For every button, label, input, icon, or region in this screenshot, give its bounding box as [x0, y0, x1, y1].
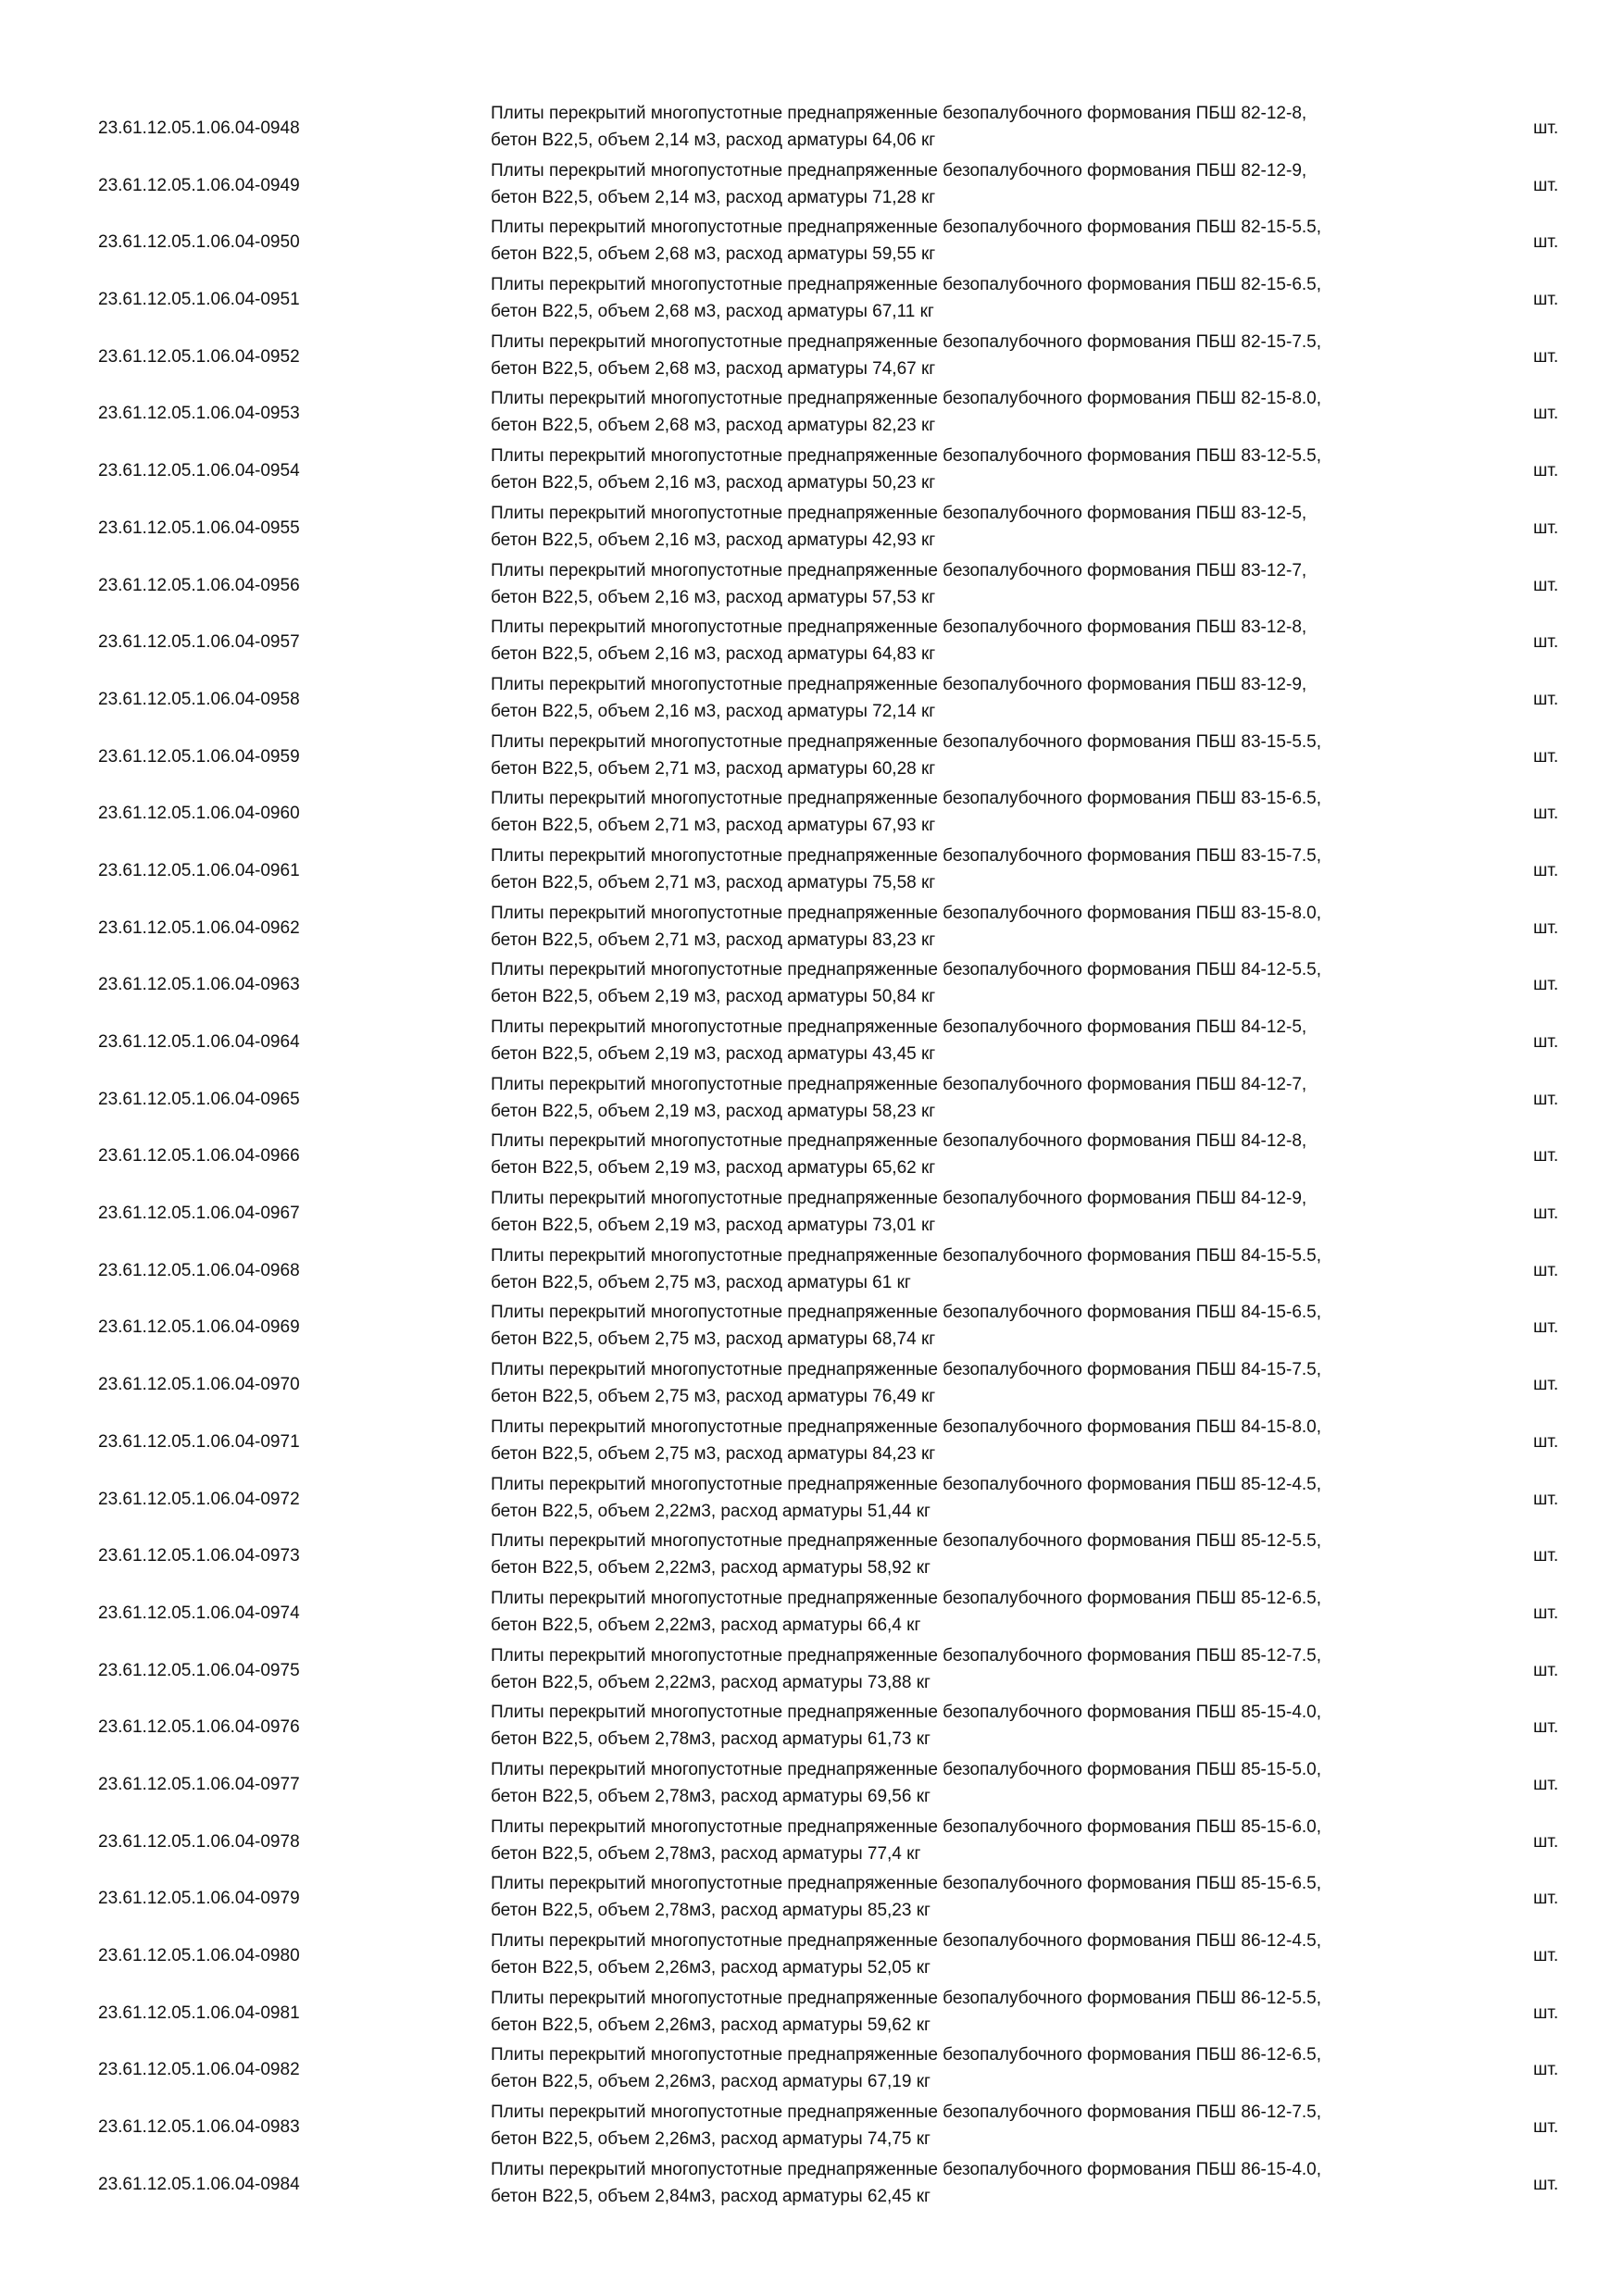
resource-description — [491, 2099, 1555, 2152]
resource-description — [491, 1756, 1555, 1810]
description-line-1: Плиты перекрытий многопустотные преднапряженные безопалубочного формования ПБШ 82-15-6.5, — [491, 275, 1322, 295]
description-line-1: Плиты перекрытий многопустотные преднапряженные безопалубочного формования ПБШ 84-12-5.5, — [491, 960, 1322, 980]
description-line-2: бетон В22,5, объем 2,71 м3, расход арматуры 60,28 кг — [491, 758, 936, 779]
description-line-1: Плиты перекрытий многопустотные преднапряженные безопалубочного формования ПБШ 84-15-8.0, — [491, 1416, 1322, 1437]
resource-description — [491, 1414, 1555, 1467]
resource-code: 23.61.12.05.1.06.04-0976 — [98, 1717, 300, 1738]
description-line-2: бетон В22,5, объем 2,16 м3, расход арматуры 64,83 кг — [491, 644, 936, 665]
description-line-1: Плиты перекрытий многопустотные преднапряженные безопалубочного формования ПБШ 83-15-6.5, — [491, 789, 1322, 809]
resource-code: 23.61.12.05.1.06.04-0964 — [98, 1032, 300, 1052]
description-line-2: бетон В22,5, объем 2,68 м3, расход арматуры 82,23 кг — [491, 416, 936, 436]
unit-of-measure: шт. — [1533, 346, 1559, 367]
unit-of-measure: шт. — [1533, 1546, 1559, 1566]
table-row — [98, 443, 1580, 500]
resource-description — [491, 1642, 1555, 1696]
description-line-2: бетон В22,5, объем 2,71 м3, расход арматуры 75,58 кг — [491, 872, 936, 892]
unit-of-measure: шт. — [1533, 404, 1559, 424]
description-line-1: Плиты перекрытий многопустотные преднапряженные безопалубочного формования ПБШ 83-15-5.5, — [491, 731, 1322, 752]
description-line-1: Плиты перекрытий многопустотные преднапряженные безопалубочного формования ПБШ 85-12-7.5, — [491, 1645, 1322, 1666]
description-line-2: бетон В22,5, объем 2,84м3, расход арматуры 62,45 кг — [491, 2186, 931, 2206]
resource-description — [491, 1870, 1555, 1924]
description-line-2: бетон В22,5, объем 2,75 м3, расход арматуры 68,74 кг — [491, 1329, 936, 1350]
unit-of-measure: шт. — [1533, 461, 1559, 481]
resource-description — [491, 557, 1555, 611]
description-line-2: бетон В22,5, объем 2,16 м3, расход арматуры 57,53 кг — [491, 587, 936, 607]
resource-description — [491, 1528, 1555, 1581]
resource-code: 23.61.12.05.1.06.04-0962 — [98, 917, 300, 938]
description-line-2: бетон В22,5, объем 2,19 м3, расход арматуры 65,62 кг — [491, 1158, 936, 1179]
table-row — [98, 1870, 1580, 1928]
resource-description — [491, 1585, 1555, 1639]
description-line-2: бетон В22,5, объем 2,26м3, расход арматуры 67,19 кг — [491, 2072, 931, 2092]
unit-of-measure: шт. — [1533, 1489, 1559, 1509]
table-row — [98, 1414, 1580, 1471]
resource-code: 23.61.12.05.1.06.04-0950 — [98, 232, 300, 253]
description-line-2: бетон В22,5, объем 2,78м3, расход арматуры 69,56 кг — [491, 1786, 931, 1806]
description-line-2: бетон В22,5, объем 2,78м3, расход арматуры 61,73 кг — [491, 1729, 931, 1750]
resource-code: 23.61.12.05.1.06.04-0983 — [98, 2117, 300, 2138]
resource-description — [491, 1471, 1555, 1525]
resource-code: 23.61.12.05.1.06.04-0961 — [98, 860, 300, 880]
table-row — [98, 671, 1580, 729]
resource-code: 23.61.12.05.1.06.04-0957 — [98, 632, 300, 653]
description-line-2: бетон В22,5, объем 2,68 м3, расход арматуры 59,55 кг — [491, 244, 936, 265]
description-line-1: Плиты перекрытий многопустотные преднапряженные безопалубочного формования ПБШ 86-12-7.5, — [491, 2103, 1322, 2123]
table-row — [98, 1242, 1580, 1300]
description-line-1: Плиты перекрытий многопустотные преднапряженные безопалубочного формования ПБШ 84-15-5.5, — [491, 1245, 1322, 1266]
description-line-1: Плиты перекрытий многопустотные преднапряженные безопалубочного формования ПБШ 86-12-6.5, — [491, 2045, 1322, 2065]
resource-code: 23.61.12.05.1.06.04-0955 — [98, 518, 300, 538]
unit-of-measure: шт. — [1533, 119, 1559, 138]
unit-of-measure: шт. — [1533, 1431, 1559, 1452]
description-line-2: бетон В22,5, объем 2,22м3, расход арматуры 73,88 кг — [491, 1672, 931, 1692]
description-line-2: бетон В22,5, объем 2,16 м3, расход арматуры 50,23 кг — [491, 473, 936, 493]
table-row — [98, 214, 1580, 271]
table-row — [98, 1014, 1580, 1071]
resource-description — [491, 785, 1555, 839]
resource-code: 23.61.12.05.1.06.04-0948 — [98, 119, 300, 138]
table-row — [98, 1128, 1580, 1185]
resource-description — [491, 729, 1555, 782]
table-row — [98, 1071, 1580, 1129]
table-row — [98, 1185, 1580, 1242]
resource-code: 23.61.12.05.1.06.04-0958 — [98, 689, 300, 709]
description-line-2: бетон В22,5, объем 2,75 м3, расход арматуры 61 кг — [491, 1272, 911, 1292]
unit-of-measure: шт. — [1533, 1946, 1559, 1965]
table-row — [98, 1299, 1580, 1356]
description-line-1: Плиты перекрытий многопустотные преднапряженные безопалубочного формования ПБШ 82-12-9, — [491, 160, 1307, 181]
resource-code: 23.61.12.05.1.06.04-0977 — [98, 1774, 300, 1794]
description-line-2: бетон В22,5, объем 2,19 м3, расход арматуры 50,84 кг — [491, 987, 936, 1007]
unit-of-measure: шт. — [1533, 2003, 1559, 2023]
description-line-1: Плиты перекрытий многопустотные преднапряженные безопалубочного формования ПБШ 84-12-8, — [491, 1131, 1307, 1152]
resource-code: 23.61.12.05.1.06.04-0973 — [98, 1546, 300, 1566]
resource-description — [491, 157, 1555, 211]
resource-description — [491, 2041, 1555, 2095]
unit-of-measure: шт. — [1533, 175, 1559, 195]
description-line-2: бетон В22,5, объем 2,71 м3, расход арматуры 67,93 кг — [491, 816, 936, 836]
unit-of-measure: шт. — [1533, 975, 1559, 995]
unit-of-measure: шт. — [1533, 2117, 1559, 2138]
unit-of-measure: шт. — [1533, 232, 1559, 253]
table-row — [98, 956, 1580, 1014]
resource-code: 23.61.12.05.1.06.04-0979 — [98, 1889, 300, 1909]
resource-code: 23.61.12.05.1.06.04-0953 — [98, 404, 300, 424]
resource-description — [491, 100, 1555, 154]
description-line-1: Плиты перекрытий многопустотные преднапряженные безопалубочного формования ПБШ 83-12-5.5, — [491, 446, 1322, 467]
unit-of-measure: шт. — [1533, 1089, 1559, 1109]
unit-of-measure: шт. — [1533, 1603, 1559, 1623]
unit-of-measure: шт. — [1533, 290, 1559, 310]
description-line-1: Плиты перекрытий многопустотные преднапряженные безопалубочного формования ПБШ 83-12-5, — [491, 503, 1307, 523]
unit-of-measure: шт. — [1533, 1317, 1559, 1338]
resource-code: 23.61.12.05.1.06.04-0969 — [98, 1317, 300, 1338]
price-table — [98, 100, 1580, 2213]
unit-of-measure: шт. — [1533, 1717, 1559, 1738]
table-row — [98, 1471, 1580, 1529]
table-row — [98, 1528, 1580, 1585]
description-line-1: Плиты перекрытий многопустотные преднапряженные безопалубочного формования ПБШ 83-15-8.0, — [491, 903, 1322, 923]
description-line-2: бетон В22,5, объем 2,16 м3, расход арматуры 42,93 кг — [491, 530, 936, 550]
table-row — [98, 2041, 1580, 2099]
description-line-1: Плиты перекрытий многопустотные преднапряженные безопалубочного формования ПБШ 84-12-7, — [491, 1074, 1307, 1094]
description-line-1: Плиты перекрытий многопустотные преднапряженные безопалубочного формования ПБШ 84-12-9, — [491, 1189, 1307, 1209]
description-line-2: бетон В22,5, объем 2,68 м3, расход арматуры 74,67 кг — [491, 358, 936, 379]
resource-code: 23.61.12.05.1.06.04-0984 — [98, 2174, 300, 2194]
unit-of-measure: шт. — [1533, 632, 1559, 653]
table-row — [98, 100, 1580, 157]
description-line-1: Плиты перекрытий многопустотные преднапряженные безопалубочного формования ПБШ 85-15-6.0, — [491, 1816, 1322, 1837]
table-row — [98, 900, 1580, 957]
description-line-2: бетон В22,5, объем 2,14 м3, расход арматуры 64,06 кг — [491, 131, 936, 150]
resource-description — [491, 329, 1555, 382]
description-line-2: бетон В22,5, объем 2,16 м3, расход арматуры 72,14 кг — [491, 701, 936, 721]
description-line-1: Плиты перекрытий многопустотные преднапряженные безопалубочного формования ПБШ 82-15-8.0, — [491, 389, 1322, 409]
description-line-2: бетон В22,5, объем 2,75 м3, расход арматуры 76,49 кг — [491, 1387, 936, 1407]
description-line-2: бетон В22,5, объем 2,71 м3, расход арматуры 83,23 кг — [491, 930, 936, 950]
description-line-1: Плиты перекрытий многопустотные преднапряженные безопалубочного формования ПБШ 83-15-7.5, — [491, 845, 1322, 866]
unit-of-measure: шт. — [1533, 860, 1559, 880]
resource-description — [491, 1242, 1555, 1296]
resource-description — [491, 443, 1555, 496]
description-line-2: бетон В22,5, объем 2,26м3, расход арматуры 59,62 кг — [491, 2015, 931, 2035]
description-line-1: Плиты перекрытий многопустотные преднапряженные безопалубочного формования ПБШ 85-12-5.5, — [491, 1531, 1322, 1552]
table-row — [98, 271, 1580, 329]
description-line-1: Плиты перекрытий многопустотные преднапряженные безопалубочного формования ПБШ 84-12-5, — [491, 1017, 1307, 1037]
resource-code: 23.61.12.05.1.06.04-0975 — [98, 1660, 300, 1680]
resource-description — [491, 1814, 1555, 1867]
description-line-2: бетон В22,5, объем 2,26м3, расход арматуры 74,75 кг — [491, 2129, 931, 2150]
description-line-2: бетон В22,5, объем 2,22м3, расход арматуры 51,44 кг — [491, 1501, 931, 1521]
unit-of-measure: шт. — [1533, 1375, 1559, 1395]
resource-description — [491, 1356, 1555, 1410]
resource-code: 23.61.12.05.1.06.04-0981 — [98, 2003, 300, 2023]
unit-of-measure: шт. — [1533, 575, 1559, 595]
resource-code: 23.61.12.05.1.06.04-0966 — [98, 1146, 300, 1167]
unit-of-measure: шт. — [1533, 1660, 1559, 1680]
resource-description — [491, 671, 1555, 725]
resource-description — [491, 500, 1555, 554]
resource-description — [491, 956, 1555, 1010]
description-line-1: Плиты перекрытий многопустотные преднапряженные безопалубочного формования ПБШ 86-15-4.0, — [491, 2159, 1322, 2179]
table-row — [98, 1985, 1580, 2042]
resource-description — [491, 1928, 1555, 1981]
description-line-1: Плиты перекрытий многопустотные преднапряженные безопалубочного формования ПБШ 85-12-6.5, — [491, 1588, 1322, 1608]
table-row — [98, 557, 1580, 615]
table-row — [98, 385, 1580, 443]
resource-description — [491, 1185, 1555, 1239]
resource-description — [491, 842, 1555, 896]
resource-code: 23.61.12.05.1.06.04-0974 — [98, 1603, 300, 1623]
description-line-2: бетон В22,5, объем 2,68 м3, расход арматуры 67,11 кг — [491, 302, 934, 322]
description-line-2: бетон В22,5, объем 2,19 м3, расход арматуры 73,01 кг — [491, 1216, 936, 1236]
description-line-1: Плиты перекрытий многопустотные преднапряженные безопалубочного формования ПБШ 85-15-4.0, — [491, 1703, 1322, 1723]
resource-code: 23.61.12.05.1.06.04-0956 — [98, 575, 300, 595]
resource-description — [491, 271, 1555, 325]
resource-code: 23.61.12.05.1.06.04-0959 — [98, 746, 300, 767]
description-line-1: Плиты перекрытий многопустотные преднапряженные безопалубочного формования ПБШ 86-12-4.5, — [491, 1931, 1322, 1951]
resource-code: 23.61.12.05.1.06.04-0980 — [98, 1946, 300, 1965]
resource-code: 23.61.12.05.1.06.04-0982 — [98, 2060, 300, 2080]
description-line-1: Плиты перекрытий многопустотные преднапряженные безопалубочного формования ПБШ 85-15-5.0, — [491, 1759, 1322, 1779]
table-row — [98, 2156, 1580, 2214]
unit-of-measure: шт. — [1533, 1032, 1559, 1052]
resource-description — [491, 1071, 1555, 1125]
resource-code: 23.61.12.05.1.06.04-0967 — [98, 1204, 300, 1224]
resource-code: 23.61.12.05.1.06.04-0971 — [98, 1431, 300, 1452]
unit-of-measure: шт. — [1533, 1831, 1559, 1852]
description-line-2: бетон В22,5, объем 2,26м3, расход арматуры 52,05 кг — [491, 1958, 931, 1978]
resource-code: 23.61.12.05.1.06.04-0965 — [98, 1089, 300, 1109]
table-row — [98, 842, 1580, 900]
resource-code: 23.61.12.05.1.06.04-0960 — [98, 804, 300, 824]
unit-of-measure: шт. — [1533, 689, 1559, 709]
unit-of-measure: шт. — [1533, 1260, 1559, 1280]
table-row — [98, 157, 1580, 215]
description-line-1: Плиты перекрытий многопустотные преднапряженные безопалубочного формования ПБШ 82-12-8, — [491, 104, 1307, 123]
table-row — [98, 1585, 1580, 1642]
unit-of-measure: шт. — [1533, 1204, 1559, 1224]
resource-code: 23.61.12.05.1.06.04-0968 — [98, 1260, 300, 1280]
resource-code: 23.61.12.05.1.06.04-0951 — [98, 290, 300, 310]
resource-description — [491, 2156, 1555, 2210]
resource-description — [491, 1699, 1555, 1753]
unit-of-measure: шт. — [1533, 1774, 1559, 1794]
description-line-1: Плиты перекрытий многопустотные преднапряженные безопалубочного формования ПБШ 83-12-8, — [491, 618, 1307, 638]
resource-description — [491, 900, 1555, 954]
resource-code: 23.61.12.05.1.06.04-0963 — [98, 975, 300, 995]
description-line-2: бетон В22,5, объем 2,19 м3, расход арматуры 43,45 кг — [491, 1044, 936, 1064]
table-row — [98, 329, 1580, 386]
table-row — [98, 1356, 1580, 1414]
description-line-1: Плиты перекрытий многопустотные преднапряженные безопалубочного формования ПБШ 84-15-7.5, — [491, 1360, 1322, 1380]
unit-of-measure: шт. — [1533, 1889, 1559, 1909]
table-row — [98, 1642, 1580, 1700]
description-line-2: бетон В22,5, объем 2,78м3, расход арматуры 85,23 кг — [491, 1901, 931, 1921]
description-line-1: Плиты перекрытий многопустотные преднапряженные безопалубочного формования ПБШ 83-12-9, — [491, 674, 1307, 694]
description-line-2: бетон В22,5, объем 2,19 м3, расход арматуры 58,23 кг — [491, 1101, 936, 1121]
description-line-2: бетон В22,5, объем 2,22м3, расход арматуры 66,4 кг — [491, 1615, 921, 1635]
resource-description — [491, 1014, 1555, 1067]
description-line-2: бетон В22,5, объем 2,14 м3, расход арматуры 71,28 кг — [491, 187, 936, 207]
resource-code: 23.61.12.05.1.06.04-0972 — [98, 1489, 300, 1509]
description-line-2: бетон В22,5, объем 2,22м3, расход арматуры 58,92 кг — [491, 1558, 931, 1578]
description-line-2: бетон В22,5, объем 2,78м3, расход арматуры 77,4 кг — [491, 1843, 921, 1864]
unit-of-measure: шт. — [1533, 746, 1559, 767]
table-row — [98, 2099, 1580, 2156]
resource-code: 23.61.12.05.1.06.04-0952 — [98, 346, 300, 367]
resource-code: 23.61.12.05.1.06.04-0970 — [98, 1375, 300, 1395]
unit-of-measure: шт. — [1533, 917, 1559, 938]
unit-of-measure: шт. — [1533, 2174, 1559, 2194]
description-line-1: Плиты перекрытий многопустотные преднапряженные безопалубочного формования ПБШ 84-15-6.5, — [491, 1303, 1322, 1323]
table-row — [98, 500, 1580, 557]
table-row — [98, 1814, 1580, 1871]
description-line-1: Плиты перекрытий многопустотные преднапряженные безопалубочного формования ПБШ 82-15-7.5, — [491, 331, 1322, 352]
table-row — [98, 729, 1580, 786]
description-line-1: Плиты перекрытий многопустотные преднапряженные безопалубочного формования ПБШ 85-15-6.5, — [491, 1874, 1322, 1894]
resource-description — [491, 614, 1555, 668]
unit-of-measure: шт. — [1533, 1146, 1559, 1167]
resource-description — [491, 214, 1555, 268]
table-row — [98, 1699, 1580, 1756]
unit-of-measure: шт. — [1533, 518, 1559, 538]
resource-code: 23.61.12.05.1.06.04-0954 — [98, 461, 300, 481]
unit-of-measure: шт. — [1533, 804, 1559, 824]
resource-description — [491, 1299, 1555, 1353]
description-line-1: Плиты перекрытий многопустотные преднапряженные безопалубочного формования ПБШ 85-12-4.5, — [491, 1474, 1322, 1494]
resource-description — [491, 385, 1555, 439]
resource-description — [491, 1985, 1555, 2039]
description-line-1: Плиты перекрытий многопустотные преднапряженные безопалубочного формования ПБШ 86-12-5.5, — [491, 1988, 1322, 2008]
resource-code: 23.61.12.05.1.06.04-0949 — [98, 175, 300, 195]
description-line-1: Плиты перекрытий многопустотные преднапряженные безопалубочного формования ПБШ 82-15-5.5, — [491, 218, 1322, 238]
table-row — [98, 614, 1580, 671]
table-row — [98, 1928, 1580, 1985]
resource-description — [491, 1128, 1555, 1181]
description-line-2: бетон В22,5, объем 2,75 м3, расход арматуры 84,23 кг — [491, 1443, 936, 1464]
description-line-1: Плиты перекрытий многопустотные преднапряженные безопалубочного формования ПБШ 83-12-7, — [491, 560, 1307, 580]
table-row — [98, 1756, 1580, 1814]
table-row — [98, 785, 1580, 842]
resource-code: 23.61.12.05.1.06.04-0978 — [98, 1831, 300, 1852]
unit-of-measure: шт. — [1533, 2060, 1559, 2080]
